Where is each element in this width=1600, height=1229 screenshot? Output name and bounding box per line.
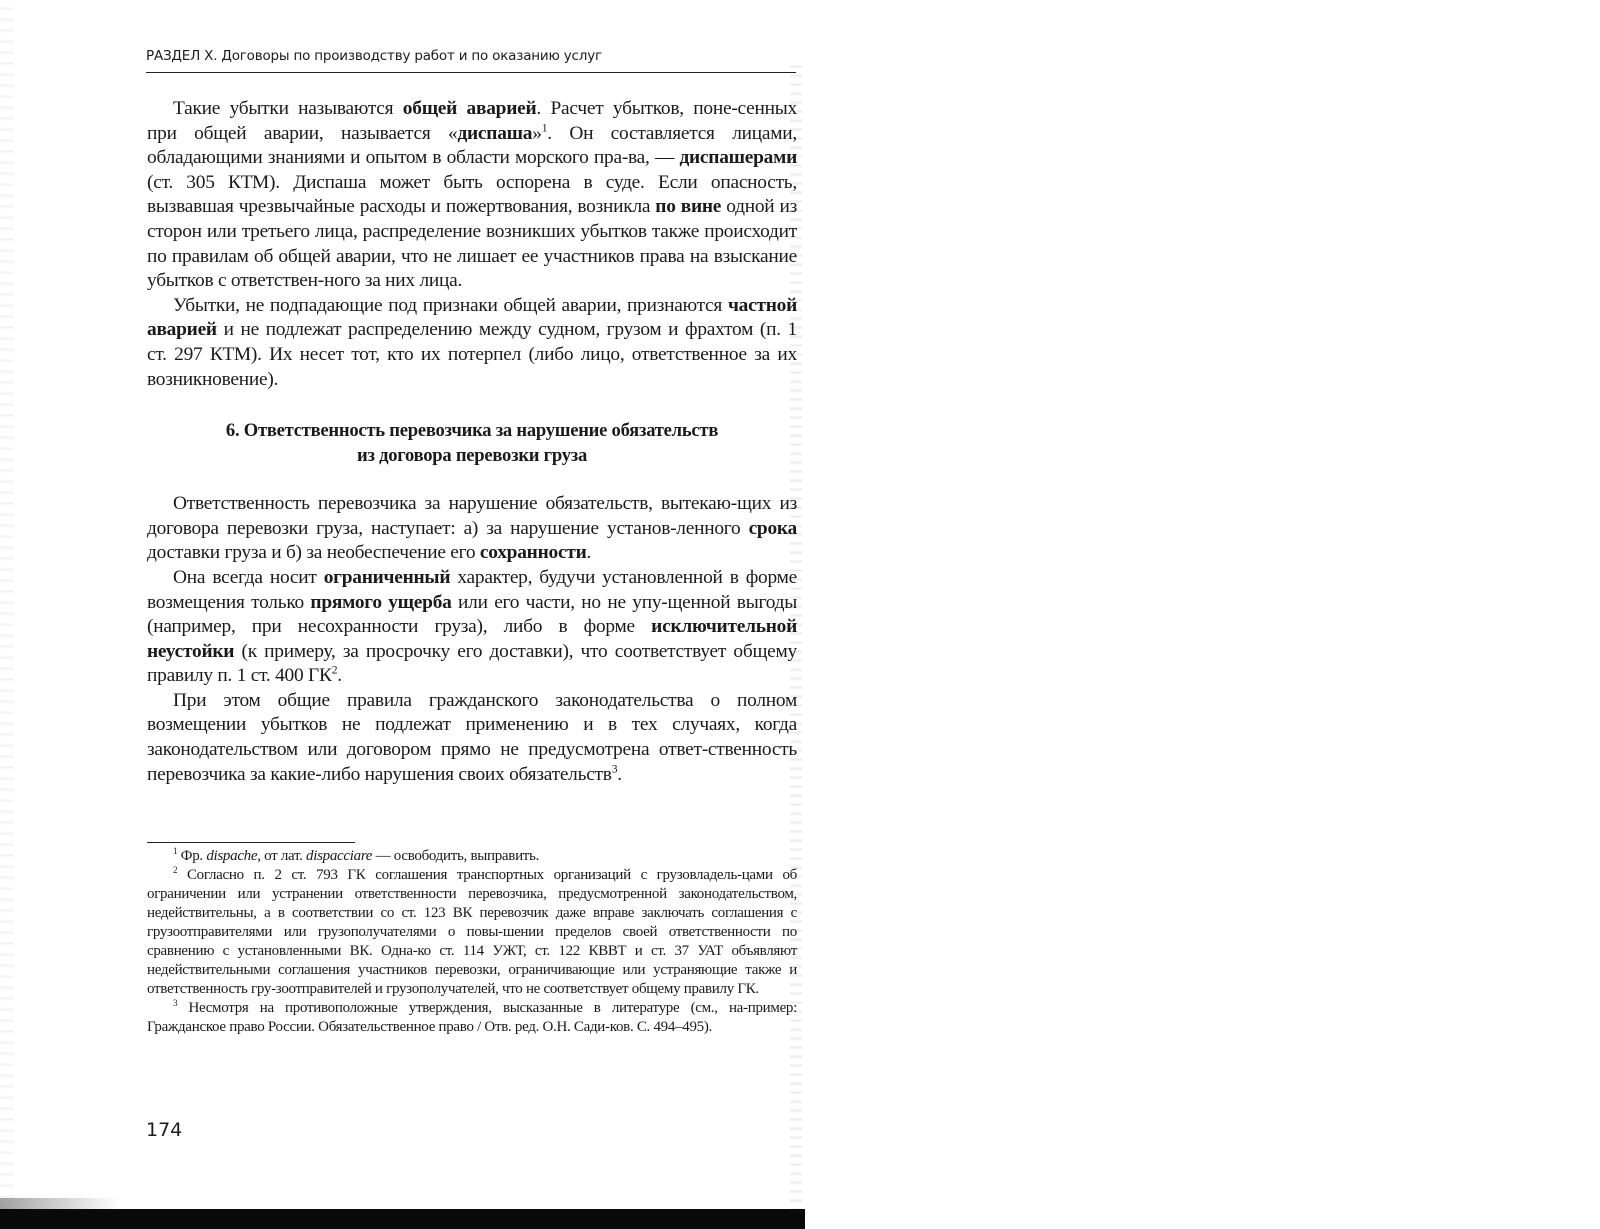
paragraph-5: При этом общие правила гражданского законодательства о полном возмещении убытков не подлежат применению и в тех случаях, когда законодательством или договором прямо не предусмотрена ответ-ственность перевозчика за какие-либо нарушения своих обязательств$^3$. (147, 689, 797, 785)
paragraph-3: Ответственность перевозчика за нарушение обязательств, вытекаю-щих из договора перевозки груза, наступает: а) за нарушение установ-ленного срока доставки груза и б) за необеспечение его сохранности. (147, 493, 797, 564)
section-heading (147, 419, 797, 468)
section-heading-line-1: 6. Ответственность перевозчика за нарушение обязательств (225, 420, 719, 442)
scan-left-edge-noise (0, 0, 14, 1229)
footnote-ref-3: 3 (611, 762, 618, 776)
blank-area (805, 0, 1600, 1229)
footnote-ref-1: 1 (541, 121, 548, 135)
running-header: РАЗДЕЛ X. Договоры по производству работ и по оказанию услуг (146, 48, 602, 64)
section-heading-line-2: из договора перевозки груза (356, 444, 588, 466)
header-rule (146, 72, 796, 73)
footnote-ref-2: 2 (331, 663, 338, 677)
paragraph-4: Она всегда носит ограниченный характер, будучи установленной в форме возмещения только прямого ущерба или его части, но не упу-щенной выгоды (например, при несохранности груза), либо в форме исключительной неустойки (к примеру, за просрочку его доставки), что соответствует общему правилу п. 1 ст. 400 $ГК^2$. (147, 566, 798, 687)
footnote-2: $^2$ Согласно п. 2 ст. 793 ГК соглашения транспортных организаций с грузовладель-цами об ограничении или устранении ответственности перевозчика, предусмотренной законодательством, недействительны, а в соответствии со ст. 123 ВК перевозчик даже вправе заключать соглашения с грузоотправителями или грузополучателями о повы-шении пределов своей ответственности по сравнению с установленными ВК. Одна-ко ст. 114 УЖТ, ст. 122 КВВТ и ст. 37 УАТ объявляют недействительными соглашения участников перевозки, ограничивающие или устраняющие также и ответственность гру-зоотправителей и грузополучателей, что не соответствует общему правилу ГК. (147, 865, 797, 997)
footnotes (147, 847, 797, 1037)
main-text (147, 97, 797, 787)
page-number: 174 (146, 1119, 183, 1141)
paragraph-2: Убытки, не подпадающие под признаки общей аварии, признаются частной аварией и не подлежат распределению между судном, грузом и фрахтом (п. 1 ст. 297 КТМ). Их несет тот, кто их потерпел (либо лицо, ответственное за их возникновение). (147, 294, 797, 390)
footnote-1: $^1$ Фр. dispache, от лат. dispacciare — освободить, выправить. (173, 846, 540, 864)
footnote-3: $^3$ Несмотря на противоположные утверждения, высказанные в литературе (см., на-пример: Гражданское право России. Обязательственное право / Отв. ред. О.Н. Сади-ков. С. 494–495). (147, 998, 797, 1035)
paragraph-1: Такие убытки называются общей аварией. Расчет убытков, поне-сенных при общей аварии, называется «диспаша»$^1$. Он составляется лицами, обладающими знаниями и опытом в области морского пра-ва, — диспашерами (ст. 305 КТМ). Диспаша может быть оспорена в суде. Если опасность, вызвавшая чрезвычайные расходы и пожертвования, возникла по вине одной из сторон или третьего лица, распределение возникших убытков также происходит по правилам об общей аварии, что не лишает ее участников права на взыскание убытков с ответствен-ного за них лица. (147, 98, 798, 292)
footnote-rule (147, 842, 355, 843)
scan-bottom-black-bar (0, 1209, 805, 1229)
